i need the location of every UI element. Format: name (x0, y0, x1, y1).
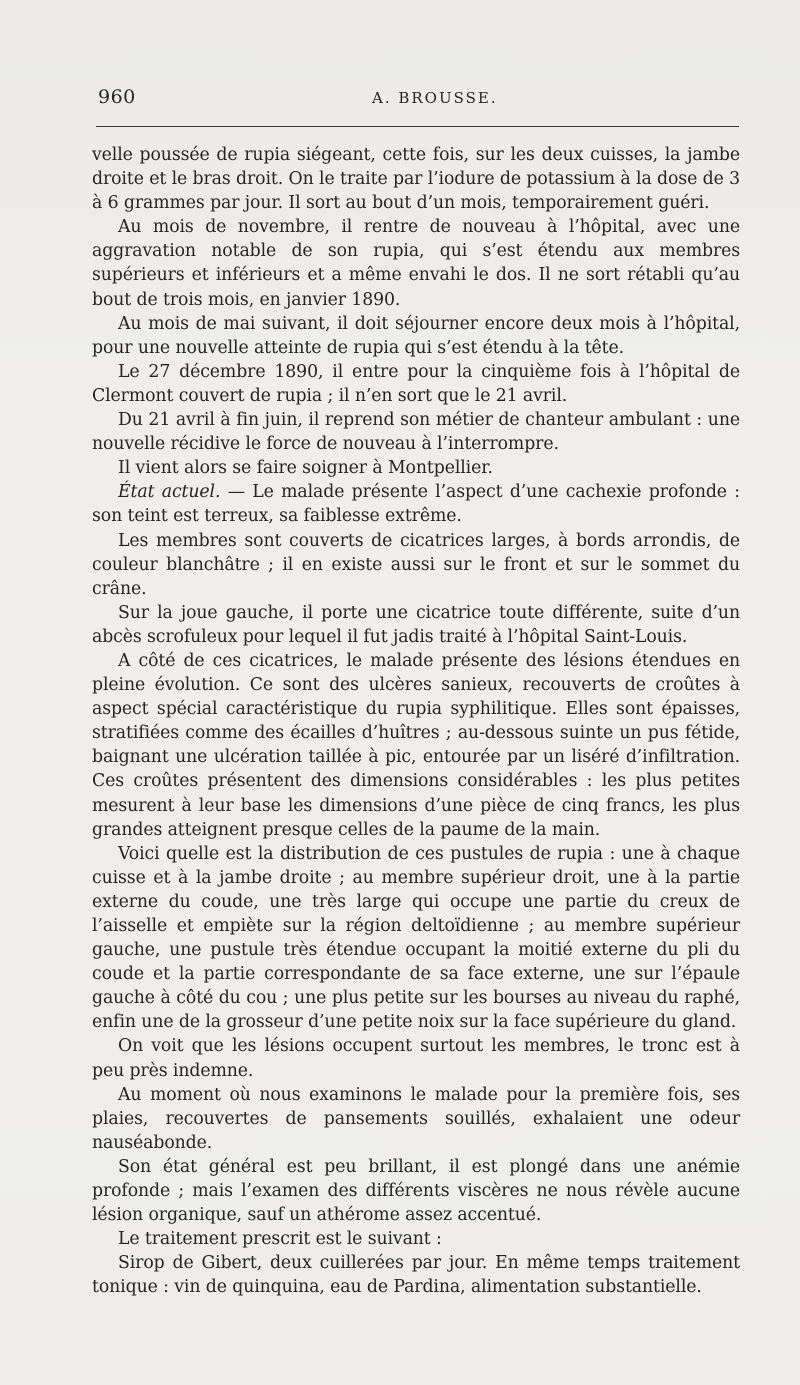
paragraph: A côté de ces cicatrices, le malade présente des lésions étendues en pleine évolution. Ce sont des ulcères sanieux, recouverts de croûtes à aspect spécial caractéristique du rupia syphilitique. Elles sont épaisses, stratifiées comme des écailles d’huîtres ; au-dessous suinte un pus fétide, baignant une ulcération taillée à pic, entourée par un liséré d’infiltration. Ces croûtes présentent des dimensions considérables : les plus petites mesurent à leur base les dimensions d’une pièce de cinq francs, les plus grandes atteignent presque celles de la paume de la main. (92, 650, 740, 840)
paragraph: Le 27 décembre 1890, il entre pour la cinquième fois à l’hôpital de Clermont couvert de rupia ; il n’en sort que le 21 avril. (92, 361, 740, 406)
paragraph: Au mois de mai suivant, il doit séjourner encore deux mois à l’hôpital, pour une nouvelle atteinte de rupia qui s’est étendu à la tête. (92, 313, 740, 358)
paragraph: Sur la joue gauche, il porte une cicatrice toute différente, suite d’un abcès scrofuleux pour lequel il fut jadis traité à l’hôpital Saint-Louis. (92, 602, 740, 647)
paragraph: On voit que les lésions occupent surtout les membres, le tronc est à peu près indemne. (92, 1036, 740, 1081)
section-lead: État actuel. (118, 482, 221, 503)
paragraph-text: — Le malade présente l’aspect d’une cachexie profonde : son teint est terreux, sa faiblesse extrême. (92, 482, 741, 527)
body-text (92, 143, 740, 1300)
paragraph: Voici quelle est la distribution de ces pustules de rupia : une à chaque cuisse et à la jambe droite ; au membre supérieur droit, une à la partie externe du coude, une très large qui occupe une partie du creux de l’aisselle et empiète sur la région deltoïdienne ; au membre supérieur gauche, une pustule très étendue occupant la moitié externe du pli du coude et la partie correspondante de sa face externe, une sur l’épaule gauche à côté du cou ; une plus petite sur les bourses au niveau du raphé, enfin une de la grosseur d’une petite noix sur la face supérieure du gland. (92, 843, 740, 1033)
paragraph: Il vient alors se faire soigner à Montpellier. (118, 458, 493, 479)
paragraph: Au mois de novembre, il rentre de nouveau à l’hôpital, avec une aggravation notable de son rupia, qui s’est étendu aux membres supérieurs et inférieurs et a même envahi le dos. Il ne sort rétabli qu’au bout de trois mois, en janvier 1890. (92, 217, 740, 310)
header-rule (96, 126, 739, 127)
paragraph-etat-actuel (92, 480, 740, 528)
paragraph: Le traitement prescrit est le suivant : (118, 1229, 442, 1250)
paragraph: Sirop de Gibert, deux cuillerées par jour. En même temps traitement tonique : vin de quinquina, eau de Pardina, alimentation substantielle. (92, 1253, 740, 1298)
paragraph: Les membres sont couverts de cicatrices larges, à bords arrondis, de couleur blanchâtre ; il en existe aussi sur le front et sur le sommet du crâne. (92, 530, 740, 599)
paragraph: Son état général est peu brillant, il est plongé dans une anémie profonde ; mais l’examen des différents viscères ne nous révèle aucune lésion organique, sauf un athérome assez accentué. (92, 1156, 740, 1226)
page-number: 960 (98, 86, 136, 108)
page-header (94, 86, 740, 116)
running-head: A. BROUSSE. (372, 89, 498, 107)
paragraph: Au moment où nous examinons le malade pour la première fois, ses plaies, recouvertes de pansements souillés, exhalaient une odeur nauséabonde. (92, 1084, 740, 1153)
paragraph: velle poussée de rupia siégeant, cette fois, sur les deux cuisses, la jambe droite et le bras droit. On le traite par l’iodure de potassium à la dose de 3 à 6 grammes par jour. Il sort au bout d’un mois, temporairement guéri. (92, 145, 740, 214)
paragraph: Du 21 avril à fin juin, il reprend son métier de chanteur ambulant : une nouvelle récidive le force de nouveau à l’interrompre. (92, 410, 740, 455)
